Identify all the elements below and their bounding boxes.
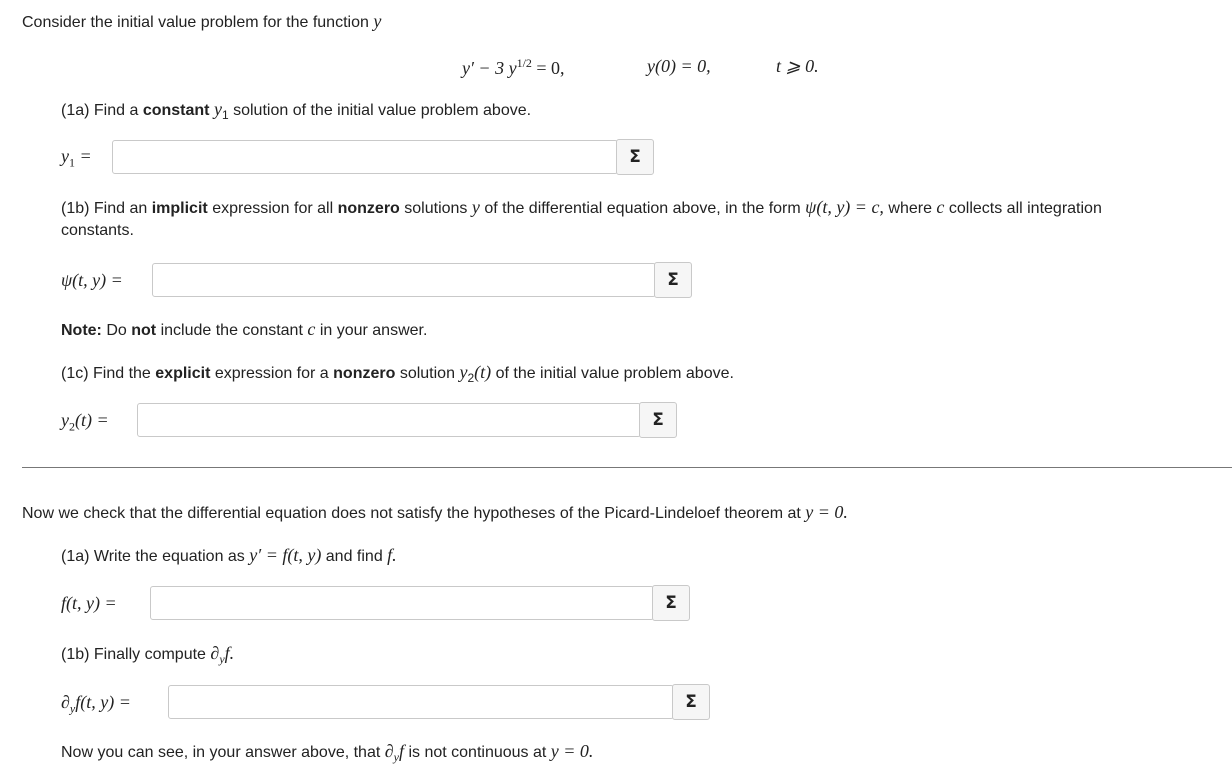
q1b-mid4: where: [888, 200, 932, 217]
p1a-sigma-button[interactable]: [652, 585, 690, 621]
q1c-bold1: explicit: [155, 365, 211, 382]
p1a-prompt: [61, 545, 397, 566]
intro-line: [22, 11, 381, 32]
ivp-initial: y(0) = 0,: [647, 56, 711, 76]
p1b-sigma-button[interactable]: [672, 684, 710, 720]
note-bold2: not: [131, 322, 157, 339]
q1b-prompt-line2: constants.: [61, 222, 134, 239]
q1c-var-arg: (t): [474, 362, 492, 382]
q1c-suffix: of the initial value problem above.: [495, 365, 734, 382]
p1b-prefix: (1b) Finally compute: [61, 646, 206, 663]
q1a-suffix: solution of the initial value problem above.: [233, 102, 532, 119]
note-bold: Note:: [61, 322, 102, 339]
q1a-answer-label: [61, 146, 92, 171]
sigma-icon: Σ: [685, 692, 697, 712]
intro-text: Consider the initial value problem for the function: [22, 14, 369, 31]
q1a-sub: 1: [221, 108, 229, 123]
p1a-fvar: f.: [387, 545, 397, 565]
q1c-prompt: [61, 362, 734, 385]
q1c-answer-label: [61, 410, 109, 435]
q1b-mid3: of the differential equation above, in the form: [484, 200, 801, 217]
q1b-bold1: implicit: [151, 200, 208, 217]
q1c-sub: 2: [467, 371, 475, 386]
ivp-ode-end: = 0,: [531, 58, 565, 78]
p1a-mid: and find: [325, 548, 383, 565]
p1b-prompt: [61, 643, 234, 667]
p1b-expr: ∂: [210, 643, 220, 663]
q1b-bold2: nonzero: [337, 200, 400, 217]
sigma-icon: Σ: [667, 270, 679, 290]
q1b-mid2: solutions: [404, 200, 468, 217]
q1c-bold2: nonzero: [333, 365, 396, 382]
picard-cond: y = 0.: [805, 502, 848, 522]
picard-line: [22, 502, 848, 523]
q1c-var: y: [459, 362, 468, 382]
sigma-icon: Σ: [652, 410, 664, 430]
q1b-var: y: [471, 197, 480, 217]
q1c-prefix: (1c) Find the: [61, 365, 151, 382]
q1b-prefix: (1b) Find an: [61, 200, 148, 217]
q1a-var: y: [213, 99, 222, 119]
q1c-label-sub: 2: [69, 419, 75, 434]
conclusion-prefix: Now you can see, in your answer above, that: [61, 744, 381, 761]
ivp-ode: y′ − 3 y: [462, 58, 517, 78]
q1b-mid1: expression for all: [212, 200, 334, 217]
p1b-label-rest: f(t, y) =: [75, 692, 131, 712]
q1a-label-var: y: [61, 146, 69, 166]
conclusion-cond: y = 0.: [550, 741, 594, 761]
q1b-mid5: collects all integration: [948, 200, 1102, 217]
q1c-label-var: y: [61, 410, 69, 430]
p1a-answer-label: f(t, y) =: [61, 593, 117, 613]
q1a-bold: constant: [142, 102, 210, 119]
q1a-label-eq: =: [75, 146, 92, 166]
sigma-icon: Σ: [629, 147, 641, 167]
p1b-expr-end: f.: [224, 643, 235, 663]
q1c-answer-input[interactable]: [137, 403, 641, 437]
p1b-label-partial: ∂: [61, 692, 70, 712]
q1b-form: ψ(t, y) = c,: [805, 197, 884, 217]
note-suffix: in your answer.: [319, 322, 428, 339]
q1a-answer-input[interactable]: [112, 140, 618, 174]
conclusion-expr: ∂: [384, 741, 394, 761]
ivp-domain: t ⩾ 0.: [776, 56, 819, 76]
p1b-answer-input[interactable]: [168, 685, 674, 719]
p1b-answer-label: [61, 692, 131, 717]
conclusion-expr-sub: y: [393, 750, 399, 765]
q1a-sigma-button[interactable]: [616, 139, 654, 175]
note-cvar: c: [307, 319, 316, 339]
q1b-answer-label: ψ(t, y) =: [61, 270, 123, 290]
note-mid: include the constant: [160, 322, 303, 339]
ivp-exponent: 1/2: [516, 56, 532, 70]
note-line: [61, 319, 427, 340]
q1a-label-sub: 1: [69, 155, 75, 170]
p1b-expr-sub: y: [219, 652, 225, 667]
picard-text: Now we check that the differential equation does not satisfy the hypotheses of the Picard-Lindeloef theorem at: [22, 505, 801, 522]
q1c-mid1: expression for a: [214, 365, 329, 382]
conclusion-mid: is not continuous at: [408, 744, 547, 761]
q1b-sigma-button[interactable]: [654, 262, 692, 298]
q1b-answer-input[interactable]: [152, 263, 656, 297]
conclusion-expr-end: f: [398, 741, 404, 761]
q1c-sigma-button[interactable]: [639, 402, 677, 438]
p1b-label-sub: y: [69, 701, 76, 716]
ivp-equation: [462, 56, 565, 79]
p1a-eq: y′ = f(t, y): [249, 545, 322, 565]
note-prefix: Do: [106, 322, 127, 339]
q1a-prefix: (1a) Find a: [61, 102, 139, 119]
q1a-prompt: [61, 99, 531, 122]
intro-var: y: [373, 11, 382, 31]
conclusion-line: [61, 741, 593, 765]
q1c-label-rest: (t) =: [75, 410, 109, 430]
section-divider: [22, 467, 1232, 468]
p1a-answer-input[interactable]: [150, 586, 654, 620]
q1b-cvar: c: [936, 197, 945, 217]
q1c-mid2: solution: [399, 365, 455, 382]
p1a-prefix: (1a) Write the equation as: [61, 548, 245, 565]
sigma-icon: Σ: [665, 593, 677, 613]
q1b-prompt: [61, 197, 1102, 218]
